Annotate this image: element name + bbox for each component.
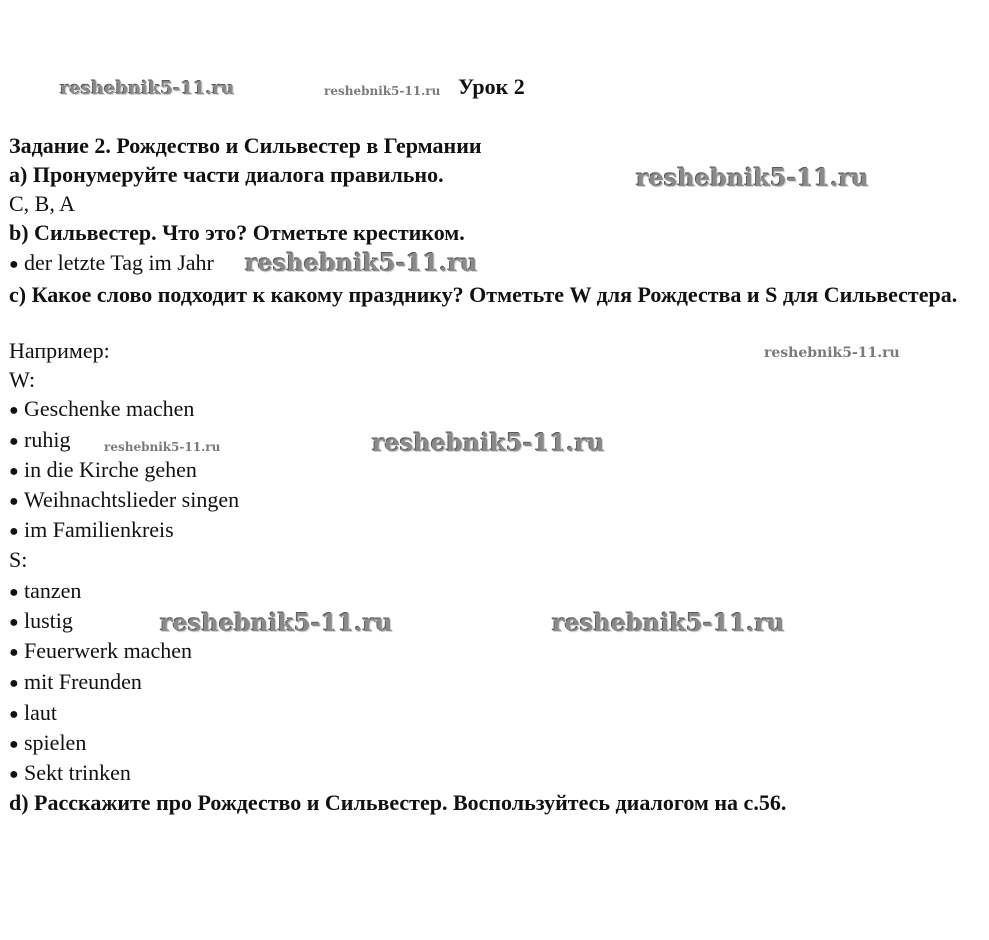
- watermark: reshebnik5-11.ru: [60, 78, 235, 99]
- list-item: [9, 577, 81, 607]
- bullet-icon: ●: [9, 523, 19, 540]
- list-item-text: mit Freunden: [24, 669, 142, 694]
- w-label: W:: [9, 367, 36, 392]
- list-item-text: Sekt trinken: [24, 760, 131, 785]
- lesson-title: Урок 2: [458, 74, 525, 99]
- bullet-icon: ●: [9, 736, 19, 753]
- list-item-text: spielen: [24, 730, 87, 755]
- question-a: a) Пронумеруйте части диалога правильно.: [9, 162, 444, 187]
- list-item-text: lustig: [24, 608, 73, 633]
- list-item: [9, 668, 142, 698]
- bullet-icon: ●: [9, 766, 19, 783]
- example-label: Например:: [9, 338, 110, 363]
- list-item-text: Weihnachtslieder singen: [24, 487, 240, 512]
- task-heading: Задание 2. Рождество и Сильвестер в Германии: [9, 133, 482, 158]
- watermark: reshebnik5-11.ru: [636, 163, 869, 192]
- bullet-icon: ●: [9, 493, 19, 510]
- bullet-icon: ●: [9, 256, 19, 273]
- list-item: [9, 426, 70, 456]
- bullet-icon: ●: [9, 463, 19, 480]
- question-c: c) Какое слово подходит к какому празднику? Отметьте W для Рождества и S для Сильвестера.: [9, 282, 958, 307]
- bullet-icon: ●: [9, 706, 19, 723]
- bullet-icon: ●: [9, 675, 19, 692]
- list-item: [9, 456, 197, 486]
- list-item: [9, 607, 73, 637]
- list-item-text: Geschenke machen: [24, 396, 195, 421]
- bullet-icon: ●: [9, 402, 19, 419]
- list-item-text: Feuerwerk machen: [24, 638, 192, 663]
- bullet-icon: ●: [9, 433, 19, 450]
- list-item: [9, 759, 131, 789]
- bullet-icon: ●: [9, 584, 19, 601]
- bullet-icon: ●: [9, 614, 19, 631]
- answer-b: [9, 249, 214, 279]
- s-label: S:: [9, 547, 28, 572]
- list-item: [9, 516, 174, 546]
- list-item-text: tanzen: [24, 578, 82, 603]
- bullet-icon: ●: [9, 644, 19, 661]
- watermark: reshebnik5-11.ru: [372, 428, 605, 457]
- watermark: reshebnik5-11.ru: [324, 84, 441, 98]
- watermark: reshebnik5-11.ru: [764, 345, 900, 361]
- watermark: reshebnik5-11.ru: [245, 248, 478, 277]
- question-d: d) Расскажите про Рождество и Сильвестер. Воспользуйтесь диалогом на с.56.: [9, 790, 787, 815]
- list-item-text: laut: [24, 700, 57, 725]
- list-item-text: ruhig: [24, 427, 71, 452]
- watermark: reshebnik5-11.ru: [160, 608, 393, 637]
- question-b: b) Сильвестер. Что это? Отметьте крестиком.: [9, 220, 465, 245]
- answer-a: C, B, A: [9, 191, 76, 216]
- answer-b-text: der letzte Tag im Jahr: [24, 250, 214, 275]
- list-item: [9, 395, 194, 425]
- list-item: [9, 699, 57, 729]
- list-item-text: im Familienkreis: [24, 517, 174, 542]
- watermark: reshebnik5-11.ru: [104, 440, 221, 454]
- list-item: [9, 486, 239, 516]
- list-item: [9, 729, 86, 759]
- list-item-text: in die Kirche gehen: [24, 457, 197, 482]
- watermark: reshebnik5-11.ru: [552, 608, 785, 637]
- list-item: [9, 637, 192, 667]
